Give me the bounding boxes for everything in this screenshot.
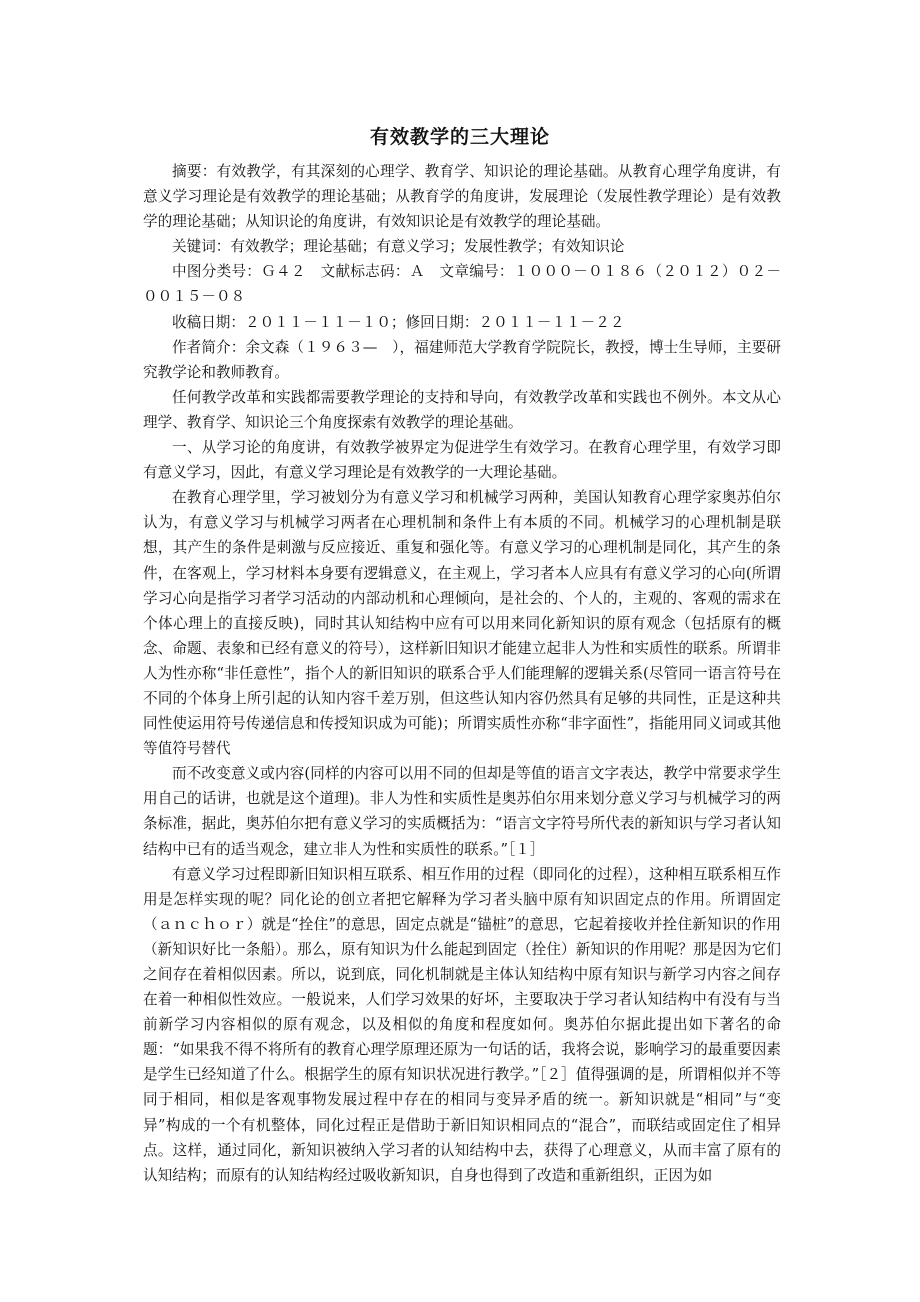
keywords-paragraph: 关键词：有效教学；理论基础；有意义学习；发展性教学；有效知识论 — [172, 238, 625, 256]
document-title: 有效教学的三大理论 — [369, 126, 550, 148]
document-body — [143, 159, 781, 1188]
body-paragraph: 有意义学习过程即新旧知识相互联系、相互作用的过程（即同化的过程），这种相互联系相互作用是怎样实现的呢？同化论的创立者把它解释为学习者头脑中原有知识固定点的作用。所谓固定（ａｎｃｈｏｒ）就是“拴住”的意思，固定点就是“锚桩”的意思，它起着接收并拴住新知识的作用（新知识好比一条船）。那么，原有知识为什么能起到固定（拴住）新知识的作用呢？那是因为它们之间存在着相似因素。所以，说到底，同化机制就是主体认知结构中原有知识与新学习内容之间存在着一种相似性效应。一般说来，人们学习效果的好坏，主要取决于学习者认知结构中有没有与当前新学习内容相似的原有观念，以及相似的角度和程度如何。奥苏伯尔据此提出如下著名的命题：“如果我不得不将所有的教育心理学原理还原为一句话的话，我将会说，影响学习的最重要因素是学生已经知道了什么。根据学生的原有知识状况进行教学。”［２］值得强调的是，所谓相似并不等同于相同，相似是客观事物发展过程中存在的相同与变异矛盾的统一。新知识就是“相同”与“变异”构成的一个有机整体，同化过程正是借助于新旧知识相同点的“混合”，而联结或固定住了相异点。这样，通过同化，新知识被纳入学习者的认知结构中去，获得了心理意义，从而丰富了原有的认知结构；而原有的认知结构经过吸收新知识，自身也得到了改造和重新组织，正因为如 — [143, 865, 781, 1184]
section-one-paragraph: 一、从学习论的角度讲，有效教学被界定为促进学生有效学习。在教育心理学里，有效学习即有意义学习，因此，有意义学习理论是有效教学的一大理论基础。 — [143, 439, 781, 482]
dates-paragraph: 收稿日期：２０１１－１１－１０；修回日期：２０１１－１１－２２ — [172, 313, 625, 331]
author-paragraph: 作者简介：余文森（１９６３— ），福建师范大学教育学院院长，教授，博士生导师，主要研究教学论和教师教育。 — [143, 338, 781, 381]
abstract-paragraph: 摘要：有效教学，有其深刻的心理学、教育学、知识论的理论基础。从教育心理学角度讲，有意义学习理论是有效教学的理论基础；从教育学的角度讲，发展理论（发展性教学理论）是有效教学的理论基础；从知识论的角度讲，有效知识论是有效教学的理论基础。 — [143, 163, 781, 231]
body-paragraph: 而不改变意义或内容(同样的内容可以用不同的但却是等值的语言文字表达，教学中常要求学生用自己的话讲，也就是这个道理)。非人为性和实质性是奥苏伯尔用来划分意义学习与机械学习的两条标准，据此，奥苏伯尔把有意义学习的实质概括为：“语言文字符号所代表的新知识与学习者认知结构中已有的适当观念，建立非人为性和实质性的联系。”［１］ — [143, 765, 781, 858]
body-paragraph: 在教育心理学里，学习被划分为有意义学习和机械学习两种，美国认知教育心理学家奥苏伯尔认为，有意义学习与机械学习两者在心理机制和条件上有本质的不同。机械学习的心理机制是联想，其产生的条件是刺激与反应接近、重复和强化等。有意义学习的心理机制是同化，其产生的条件，在客观上，学习材料本身要有逻辑意义，在主观上，学习者本人应具有有意义学习的心向(所谓学习心向是指学习者学习活动的内部动机和心理倾向，是社会的、个人的，主观的、客观的需求在个体心理上的直接反映)，同时其认知结构中应有可以用来同化新知识的原有观念（包括原有的概念、命题、表象和已经有意义的符号），这样新旧知识才能建立起非人为性和实质性的联系。所谓非人为性亦称“非任意性”，指个人的新旧知识的联系合乎人们能理解的逻辑关系(尽管同一语言符号在不同的个体身上所引起的认知内容千差万别，但这些认知内容仍然具有足够的共同性，正是这种共同性使运用符号传递信息和传授知识成为可能)；所谓实质性亦称“非字面性”，指能用同义词或其他等值符号替代 — [143, 489, 781, 758]
classification-paragraph: 中图分类号：Ｇ４２ 文献标志码：Ａ 文章编号：１０００－０１８６（２０１２）０２－００１５－０８ — [143, 263, 781, 306]
intro-paragraph: 任何教学改革和实践都需要教学理论的支持和导向，有效教学改革和实践也不例外。本文从心理学、教育学、知识论三个角度探索有效教学的理论基础。 — [143, 388, 781, 431]
